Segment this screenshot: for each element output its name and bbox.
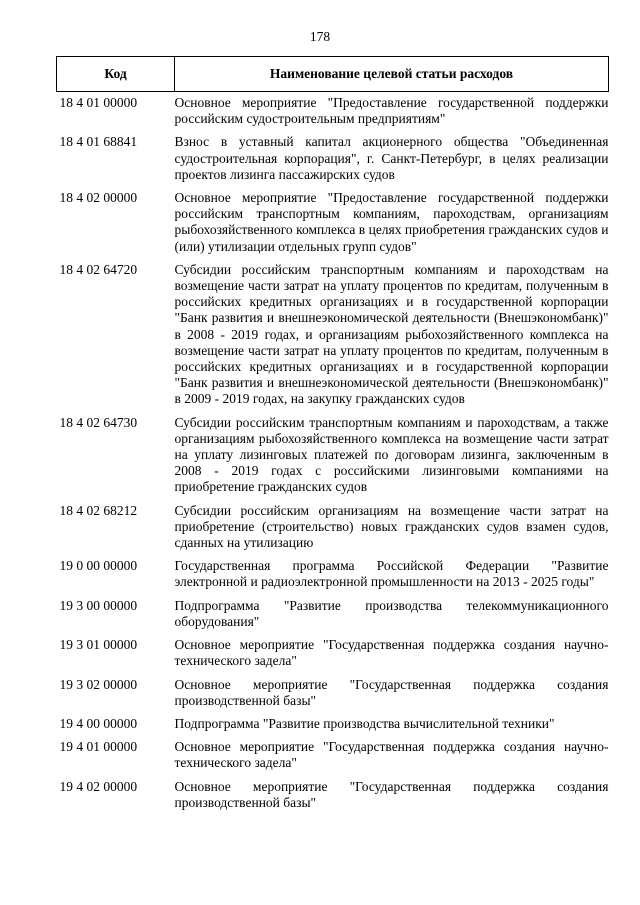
table-row — [57, 187, 609, 259]
table-row — [57, 259, 609, 412]
table-row — [57, 634, 609, 673]
row-code: 19 3 00 00000 — [59, 597, 138, 613]
row-name: Основное мероприятие "Государственная поддержка создания производственной базы" — [174, 676, 609, 708]
row-code: 18 4 01 68841 — [59, 134, 138, 150]
table-row — [57, 674, 609, 713]
row-code: 18 4 02 64730 — [59, 414, 138, 430]
table-body — [57, 92, 609, 815]
table-row — [57, 412, 609, 500]
row-name: Подпрограмма "Развитие производства вычислительной техники" — [174, 715, 555, 731]
row-name: Субсидии российским транспортным компаниям и пароходствам, а также организациям рыбохозяйственного комплекса на возмещение части затрат на уплату лизинговых платежей по договорам лизинга, заключенным в 2008 - 2019 годах с российскими лизинговыми компаниями на приобретение гражданских судов — [174, 414, 609, 495]
row-name: Основное мероприятие "Государственная поддержка создания производственной базы" — [174, 778, 609, 810]
header-name: Наименование целевой статьи расходов — [175, 57, 609, 92]
row-name: Субсидии российским организациям на возмещение части затрат на приобретение (строительство) новых гражданских судов взамен судов, сданных на утилизацию — [174, 502, 609, 551]
table-row — [57, 595, 609, 634]
row-code: 19 4 00 00000 — [59, 715, 138, 731]
page-number: 178 — [309, 29, 331, 44]
row-name: Основное мероприятие "Предоставление государственной поддержки российским судостроительным предприятиям" — [174, 95, 609, 127]
row-code: 18 4 01 00000 — [59, 95, 138, 110]
row-code: 19 3 02 00000 — [59, 676, 138, 692]
row-name: Основное мероприятие "Государственная поддержка создания научно-технического задела" — [174, 637, 609, 669]
header-code: Код — [57, 57, 175, 92]
table-row — [57, 500, 609, 556]
row-code: 19 4 02 00000 — [59, 778, 138, 794]
row-code: 19 0 00 00000 — [59, 558, 138, 574]
row-code: 19 4 01 00000 — [59, 739, 138, 755]
row-name: Взнос в уставный капитал акционерного общества "Объединенная судостроительная корпорация", г. Санкт-Петербург, в целях реализации проектов лизинга пассажирских судов — [174, 134, 609, 182]
row-code: 18 4 02 64720 — [59, 261, 138, 277]
row-code: 18 4 02 00000 — [59, 190, 138, 206]
row-name: Основное мероприятие "Предоставление государственной поддержки российским транспортным компаниям, пароходствам, организациям рыбохозяйственного комплекса в целях приобретения гражданских судов и (или) утилизации отдельных групп судов" — [174, 190, 609, 254]
row-name: Субсидии российским транспортным компаниям и пароходствам на возмещение части затрат на уплату процентов по кредитам, полученным в российских кредитных организациях и в государственной корпорации "Банк развития и внешнеэкономической деятельности (Внешэкономбанк)" в 2008 - 2019 годах, и организациям рыбохозяйственного комплекса на возмещение части затрат на уплату процентов по кредитам, полученным в российских кредитных организациях и в государственной корпорации "Банк развития и внешнеэкономической деятельности (Внешэкономбанк)" в 2009 - 2019 годах, на закупку гражданских судов — [174, 261, 609, 407]
row-code: 19 3 01 00000 — [59, 637, 138, 653]
row-name: Основное мероприятие "Государственная поддержка создания научно-технического задела" — [174, 739, 609, 771]
table-header — [57, 57, 609, 92]
table-row — [57, 736, 609, 775]
row-code: 18 4 02 68212 — [59, 502, 138, 518]
table-row — [57, 776, 609, 815]
header-row — [57, 57, 609, 92]
table-row — [57, 555, 609, 594]
row-name: Подпрограмма "Развитие производства телекоммуникационного оборудования" — [174, 597, 609, 629]
budget-codes-table — [56, 56, 609, 815]
row-name: Государственная программа Российской Федерации "Развитие электронной и радиоэлектронной промышленности на 2013 - 2025 годы" — [174, 558, 609, 590]
table-row — [57, 131, 609, 187]
table-row — [57, 92, 609, 132]
table-row — [57, 713, 609, 736]
